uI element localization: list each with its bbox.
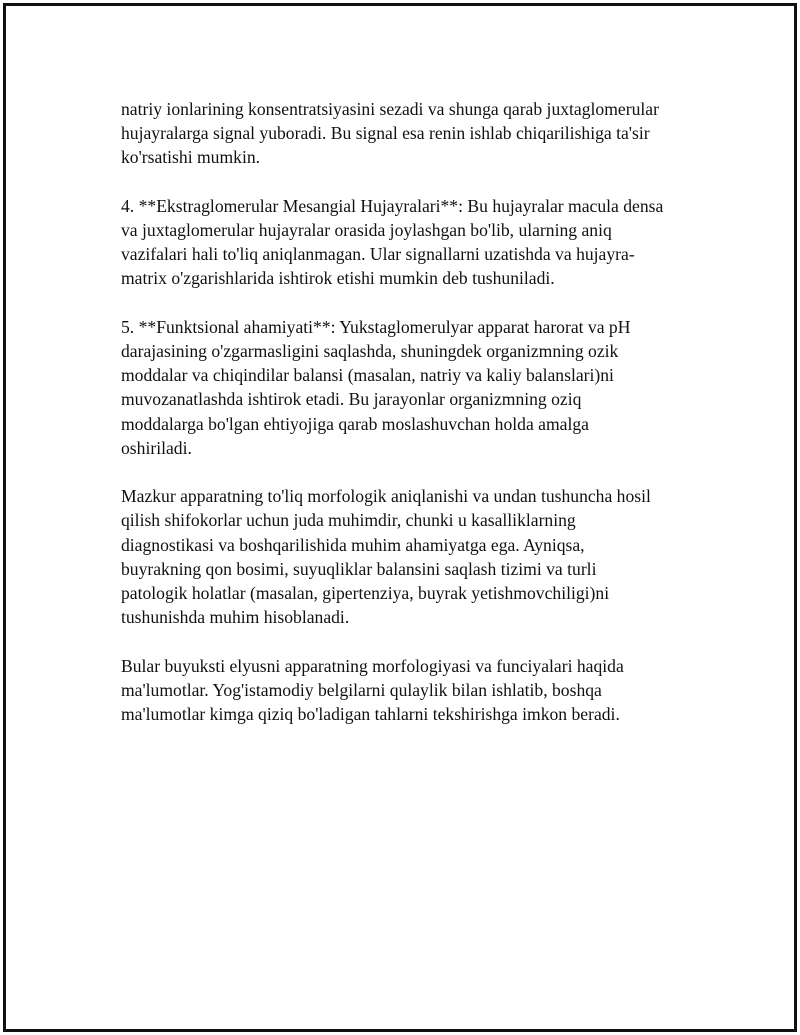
text-line: 4. **Ekstraglomerular Mesangial Hujayralari**: Bu hujayralar macula densa bbox=[121, 195, 664, 216]
document-page bbox=[3, 3, 797, 1032]
text-line: darajasining o'zgarmasligini saqlashda, shuningdek organizmning ozik bbox=[121, 341, 619, 361]
text-line: vazifalari hali to'liq aniqlanmagan. Ular signallarni uzatishda va hujayra- bbox=[121, 244, 635, 265]
text-line: buyrakning qon bosimi, suyuqliklar balansini saqlash tizimi va turli bbox=[121, 558, 597, 579]
text-line: ma'lumotlar kimga qiziq bo'ladigan tahlarni tekshirishga imkon beradi. bbox=[121, 704, 620, 725]
text-line: va juxtaglomerular hujayralar orasida joylashgan bo'lib, ularning aniq bbox=[121, 220, 612, 240]
text-line: natriy ionlarining konsentratsiyasini sezadi va shunga qarab juxtaglomerular bbox=[121, 99, 659, 119]
text-line: Bular buyuksti elyusni apparatning morfologiyasi va funciyalari haqida bbox=[121, 655, 624, 676]
text-line: qilish shifokorlar uchun juda muhimdir, chunki u kasalliklarning bbox=[121, 510, 576, 531]
text-line: patologik holatlar (masalan, gipertenziya, buyrak yetishmovchiligi)ni bbox=[121, 583, 610, 604]
text-line: hujayralarga signal yuboradi. Bu signal esa renin ishlab chiqarilishiga ta'sir bbox=[121, 123, 650, 144]
text-line: moddalarga bo'lgan ehtiyojiga qarab moslashuvchan holda amalga bbox=[121, 413, 589, 434]
paragraph-summary bbox=[121, 484, 696, 629]
text-line: tushunishda muhim hisoblanadi. bbox=[121, 607, 350, 628]
text-line: moddalar va chiqindilar balansi (masalan, natriy va kaliy balanslari)ni bbox=[121, 365, 614, 386]
paragraph-closing bbox=[121, 654, 696, 727]
text-line: diagnostikasi va boshqarilishida muhim ahamiyatga ega. Ayniqsa, bbox=[121, 534, 585, 555]
text-line: ma'lumotlar. Yog'istamodiy belgilarni qulaylik bilan ishlatib, boshqa bbox=[121, 679, 602, 700]
text-line: 5. **Funktsional ahamiyati**: Yukstaglomerulyar apparat harorat va pH bbox=[121, 316, 631, 337]
text-line: ko'rsatishi mumkin. bbox=[121, 147, 261, 168]
paragraph-item-5 bbox=[121, 315, 696, 460]
text-line: Mazkur apparatning to'liq morfologik aniqlanishi va undan tushuncha hosil bbox=[121, 486, 651, 507]
text-line: oshiriladi. bbox=[121, 437, 192, 458]
paragraph-item-4 bbox=[121, 194, 696, 291]
text-line: matrix o'zgarishlarida ishtirok etishi mumkin deb tushuniladi. bbox=[121, 268, 555, 289]
text-line: muvozanatlashda ishtirok etadi. Bu jarayonlar organizmning oziq bbox=[121, 389, 582, 410]
document-body bbox=[121, 97, 696, 750]
paragraph-continuation bbox=[121, 97, 696, 170]
